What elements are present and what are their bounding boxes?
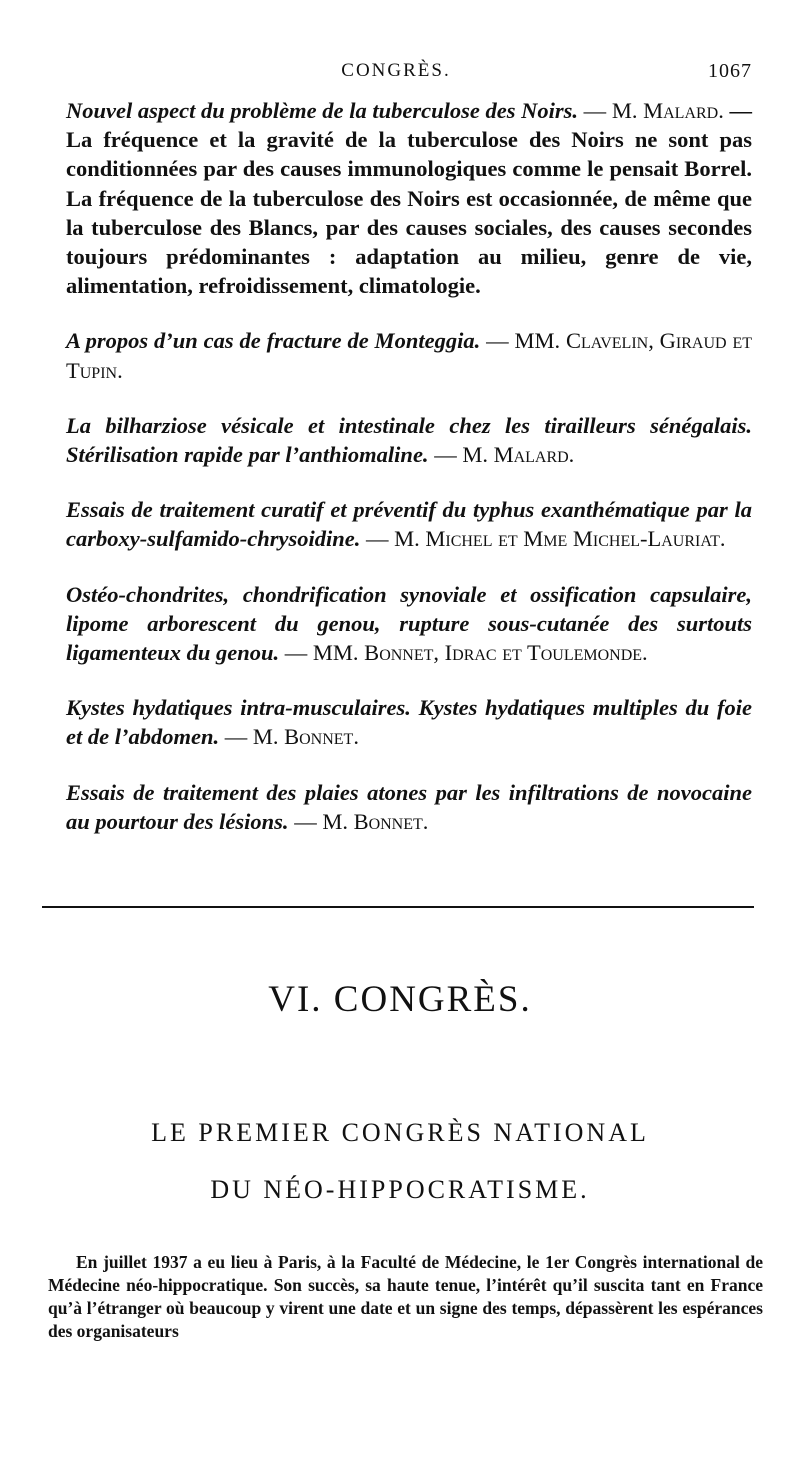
entry-authors: M. Malard. <box>611 98 724 123</box>
entry-dash: — <box>480 328 515 354</box>
entry-title: Ostéo-chondrites, chondrification synoviale et ossification capsulaire, lipome arborescent du genou, rupture sous-cutanée des surtouts ligamenteux du genou. <box>66 581 752 666</box>
entry-kystes-hydatiques <box>40 693 754 751</box>
entry-bilharziose <box>40 411 754 469</box>
entry-dash: — <box>578 98 612 123</box>
entry-title: A propos d’un cas de fracture de Monteggia. <box>66 328 481 354</box>
entry-dash: — <box>360 526 395 552</box>
entry-dash: — <box>428 442 463 468</box>
entry-plaies-atones <box>40 778 754 836</box>
entry-title: Essais de traitement curatif et préventif du typhus exanthématique par la carboxy-sulfamido-chrysoidine. <box>66 497 752 552</box>
entry-typhus <box>40 495 754 553</box>
entry-body: — La fréquence et la gravité de la tuberculose des Noirs ne sont pas conditionnées par des causes immunologiques comme le pensait Borrel. La fréquence de la tuberculose des Noirs est occasionnée, de même que la tuberculose des Blancs, par des causes sociales, des causes secondes toujours prédominantes : adaptation au milieu, genre de vie, alimentation, refroidissement, climatologie. <box>66 98 753 299</box>
communications-list <box>40 96 754 862</box>
entry-title: La bilharziose vésicale et intestinale chez les tirailleurs sénégalais. Stérilisation rapide par l’anthiomaline. <box>66 412 752 468</box>
article-title-line-1: LE PREMIER CONGRÈS NATIONAL <box>151 1118 649 1147</box>
entry-tuberculose-noirs <box>40 96 754 300</box>
entry-title: Nouvel aspect du problème de la tuberculose des Noirs. <box>66 98 579 123</box>
entry-authors: M. Bonnet. <box>252 724 359 750</box>
entry-dash: — <box>219 724 253 750</box>
running-head <box>40 60 752 86</box>
entry-fracture-monteggia <box>40 326 754 384</box>
entry-dash: — <box>279 640 313 666</box>
entry-dash: — <box>288 808 323 834</box>
entry-osteo-chondrites <box>40 580 754 668</box>
entry-authors: M. Bonnet. <box>322 808 429 834</box>
page-number: 1067 <box>708 60 752 82</box>
entry-authors: M. Michel et Mme Michel-Lauriat. <box>394 526 726 552</box>
entry-title: Essais de traitement des plaies atones par les infiltrations de novocaine au pourtour des lésions. <box>66 779 752 834</box>
section-divider <box>42 906 754 908</box>
section-heading: VI. CONGRÈS. <box>268 979 532 1020</box>
running-title: CONGRÈS. <box>341 60 451 81</box>
article-intro-paragraph: En juillet 1937 a eu lieu à Paris, à la Faculté de Médecine, le 1er Congrès international de Médecine néo-hippocratique. Son succès, sa haute tenue, l’intérêt qu’il suscita tant en France qu’à l’étranger où beaucoup y virent une date et un signe des temps, dépassèrent les espérances des organisateurs <box>48 1251 763 1342</box>
entry-authors: MM. Bonnet, Idrac et Toulemonde. <box>312 640 648 666</box>
entry-authors: M. Malard. <box>462 442 575 468</box>
entry-title: Kystes hydatiques intra-musculaires. Kystes hydatiques multiples du foie et de l’abdomen. <box>66 695 752 750</box>
article-title-line-2: DU NÉO-HIPPOCRATISME. <box>210 1175 590 1204</box>
entry-authors: MM. Clavelin, Giraud et Tupin. <box>66 328 753 383</box>
